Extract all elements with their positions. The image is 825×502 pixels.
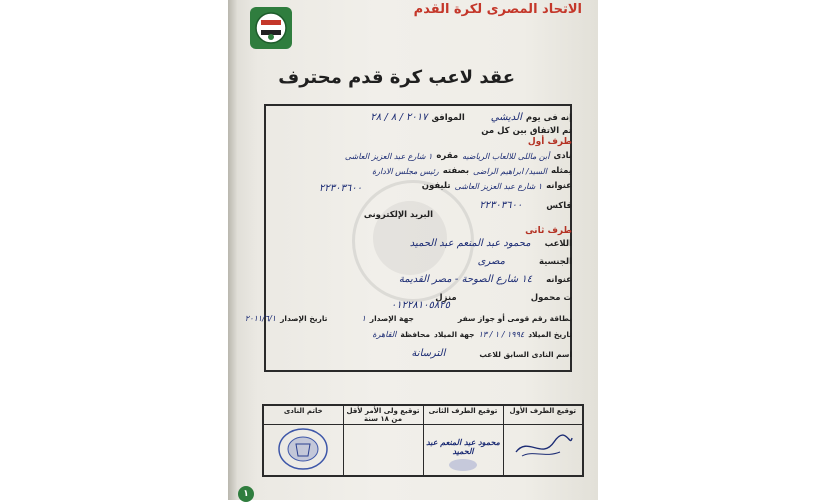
fax-value: ٢٢٣٠٣٦٠٠ [479, 200, 523, 211]
federation-logo-icon [250, 7, 292, 49]
signature-col-club-stamp: خاتم النادى [263, 405, 343, 425]
birth-date-value: ١٩٩٤ / ١ / ١٣ [478, 330, 525, 339]
club-value: أبن ماللى للالعاب الرياضيه [462, 152, 550, 161]
issue-date-value: ٢٠١١/٦/١ [244, 314, 277, 323]
party-one-address-label: عنوانه [546, 181, 572, 191]
signature-col-party-two: توقيع الطرف الثانى [423, 405, 503, 425]
club-row [345, 151, 572, 161]
player-row [410, 238, 572, 249]
phone-value: ٢٢٣٠٣٦٠٠ [319, 183, 362, 194]
guardian-signature-cell [343, 425, 423, 477]
party-one-address-row [422, 181, 572, 191]
issuer-label: جهة الإصدار [369, 314, 414, 323]
club-stamp-cell [263, 425, 343, 477]
nationality-row [478, 256, 572, 267]
birth-place-label: جهة الميلاد [434, 330, 475, 339]
rep-value: السيد/ ابراهيم الراضى [473, 167, 548, 176]
issue-date-label: تاريخ الإصدار [280, 314, 328, 323]
representative-row [372, 166, 572, 176]
party-two-address-value: ١٤ شارع الصوحة - مصر القديمة [398, 274, 533, 285]
federation-name: الاتحاد المصرى لكرة القدم [413, 2, 582, 17]
player-value: محمود عبد المنعم عبد الحميد [409, 238, 531, 249]
nationality-label: الجنسية [539, 257, 572, 267]
governorate-value: القاهرة [372, 330, 397, 339]
mobile-row [435, 293, 572, 303]
signature-col-guardian: توقيع ولى الأمر لأقل من ١٨ سنة [343, 405, 423, 425]
governorate-label: محافظة [400, 330, 430, 339]
player-label: اللاعب [544, 239, 572, 249]
agreement-row [481, 126, 572, 136]
issuer-value: ١ [361, 314, 366, 323]
signature-body-row [263, 425, 583, 477]
birth-date-label: تاريخ الميلاد [528, 330, 572, 339]
birth-row [372, 330, 572, 339]
intro-day-row [370, 112, 572, 123]
party-one-address-value: ١ شارع عبد العزيز العاشى [454, 182, 543, 191]
party-one-signature-cell [503, 425, 583, 477]
prev-club-label: اسم النادى السابق للاعب [479, 350, 572, 359]
page-edge-shadow [228, 0, 238, 500]
rep-label: يمثله [551, 166, 572, 176]
blue-thumbprint-icon [443, 456, 483, 472]
signature-header-row [263, 405, 583, 425]
mobile-value: ٠١٢٢٨١٠٥٨٢٥ [390, 300, 450, 311]
hq-label: مقره [436, 151, 459, 161]
document-title: عقد لاعب كرة قدم محترف [278, 67, 515, 88]
nationality-value: مصرى [477, 256, 506, 267]
capacity-label: بصفته [442, 166, 470, 176]
id-label: بطاقة رقم قومى أو جواز سفر [457, 314, 572, 323]
home-label: منزل [435, 293, 457, 303]
party-one-signature-icon [508, 426, 578, 466]
party-two-heading: طرف ثانى [525, 226, 572, 236]
club-label: نادى [553, 151, 572, 161]
party-two-signature-cell [423, 425, 503, 477]
fax-row [479, 200, 572, 211]
signature-col-party-one: توقيع الطرف الأول [503, 405, 583, 425]
party-two-heading-row [525, 226, 572, 236]
day-value: الديشي [490, 112, 522, 123]
mobile-label: ت محمول [530, 293, 572, 303]
prev-club-value: الترسانة [411, 348, 446, 359]
party-one-heading-row [528, 137, 572, 147]
date-label: الموافق [431, 113, 465, 123]
previous-club-row [411, 348, 572, 359]
day-label: إنه فى يوم [525, 113, 572, 123]
party-two-address-row [399, 274, 572, 285]
party-two-address-label: عنوانه [546, 275, 572, 285]
email-label: البريد الإلكترونى [363, 210, 433, 220]
hq-value: ١ شارع عبد العزيز العاشى [344, 152, 433, 161]
date-value: ٢٠١٧ / ٨ / ٢٨ [370, 112, 428, 123]
phone-label: تليفون [421, 181, 451, 191]
club-stamp-icon [274, 426, 332, 472]
capacity-value: رئيس مجلس الادارة [371, 167, 439, 176]
agreement-text: تم الاتفاق بين كل من [481, 126, 572, 136]
party-two-signature: محمود عبد المنعم عبد الحميد [426, 438, 500, 456]
page-number: ١ [238, 486, 254, 502]
fax-label: فاكس [546, 201, 572, 211]
id-row [245, 314, 572, 323]
signature-table [262, 404, 584, 477]
party-one-heading: طرف أول [527, 137, 572, 147]
